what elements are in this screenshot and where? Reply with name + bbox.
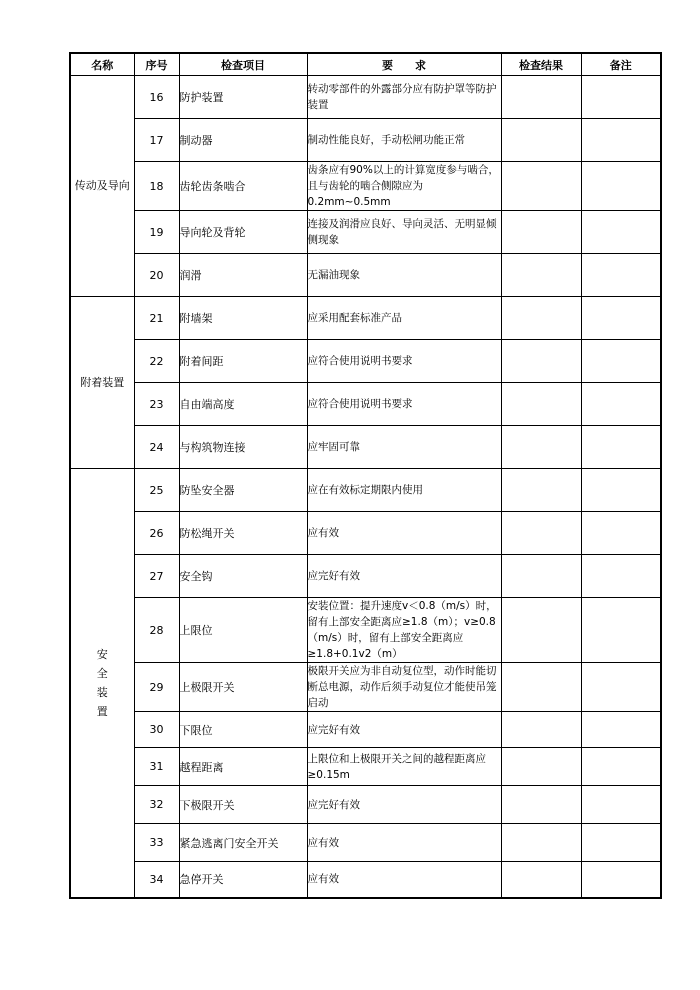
header-name: 名称 [70, 53, 134, 76]
table-row [70, 76, 661, 119]
requirement: 齿条应有90%以上的计算宽度参与啮合，且与齿轮的啮合侧隙应为0.2mm~0.5mm [307, 162, 501, 211]
remark-cell[interactable] [581, 162, 661, 211]
header-row [70, 53, 661, 76]
check-item: 防护装置 [179, 76, 307, 119]
remark-cell[interactable] [581, 598, 661, 663]
check-item: 急停开关 [179, 862, 307, 898]
row-number: 18 [134, 162, 179, 211]
requirement: 应完好有效 [307, 786, 501, 824]
table-row [70, 663, 661, 712]
row-number: 30 [134, 712, 179, 748]
table-row [70, 211, 661, 254]
requirement: 上限位和上极限开关之间的越程距离应≥0.15m [307, 748, 501, 786]
table-row [70, 254, 661, 297]
result-cell[interactable] [501, 383, 581, 426]
result-cell[interactable] [501, 598, 581, 663]
remark-cell[interactable] [581, 512, 661, 555]
result-cell[interactable] [501, 555, 581, 598]
row-number: 16 [134, 76, 179, 119]
result-cell[interactable] [501, 512, 581, 555]
result-cell[interactable] [501, 786, 581, 824]
requirement: 应牢固可靠 [307, 426, 501, 469]
requirement: 应符合使用说明书要求 [307, 340, 501, 383]
remark-cell[interactable] [581, 663, 661, 712]
header-remark: 备注 [581, 53, 661, 76]
requirement: 应完好有效 [307, 712, 501, 748]
row-number: 20 [134, 254, 179, 297]
row-number: 32 [134, 786, 179, 824]
check-item: 上极限开关 [179, 663, 307, 712]
table-row [70, 512, 661, 555]
result-cell[interactable] [501, 862, 581, 898]
result-cell[interactable] [501, 426, 581, 469]
requirement: 转动零部件的外露部分应有防护罩等防护装置 [307, 76, 501, 119]
check-item: 与构筑物连接 [179, 426, 307, 469]
result-cell[interactable] [501, 663, 581, 712]
requirement: 连接及润滑应良好、导向灵活、无明显倾侧现象 [307, 211, 501, 254]
check-item: 越程距离 [179, 748, 307, 786]
check-item: 自由端高度 [179, 383, 307, 426]
check-item: 附着间距 [179, 340, 307, 383]
row-number: 21 [134, 297, 179, 340]
remark-cell[interactable] [581, 76, 661, 119]
check-item: 上限位 [179, 598, 307, 663]
header-seq: 序号 [134, 53, 179, 76]
table-row [70, 786, 661, 824]
table-row [70, 748, 661, 786]
remark-cell[interactable] [581, 211, 661, 254]
row-number: 34 [134, 862, 179, 898]
requirement: 应有效 [307, 512, 501, 555]
table-row [70, 119, 661, 162]
table-row [70, 297, 661, 340]
table-row [70, 824, 661, 862]
result-cell[interactable] [501, 748, 581, 786]
requirement: 安装位置：提升速度v＜0.8（m/s）时，留有上部安全距离应≥1.8（m）；v≥0.8（m/s）时，留有上部安全距离应≥1.8+0.1v2（m） [307, 598, 501, 663]
requirement: 极限开关应为非自动复位型，动作时能切断总电源，动作后须手动复位才能使吊笼启动 [307, 663, 501, 712]
remark-cell[interactable] [581, 748, 661, 786]
header-item: 检查项目 [179, 53, 307, 76]
result-cell[interactable] [501, 712, 581, 748]
row-number: 17 [134, 119, 179, 162]
remark-cell[interactable] [581, 119, 661, 162]
row-number: 27 [134, 555, 179, 598]
row-number: 33 [134, 824, 179, 862]
table-row [70, 383, 661, 426]
table-row [70, 340, 661, 383]
requirement: 应有效 [307, 824, 501, 862]
result-cell[interactable] [501, 76, 581, 119]
check-item: 导向轮及背轮 [179, 211, 307, 254]
row-number: 19 [134, 211, 179, 254]
result-cell[interactable] [501, 824, 581, 862]
table-row [70, 862, 661, 898]
remark-cell[interactable] [581, 297, 661, 340]
remark-cell[interactable] [581, 426, 661, 469]
remark-cell[interactable] [581, 712, 661, 748]
header-requirement: 要 求 [307, 53, 501, 76]
remark-cell[interactable] [581, 555, 661, 598]
remark-cell[interactable] [581, 254, 661, 297]
result-cell[interactable] [501, 254, 581, 297]
result-cell[interactable] [501, 211, 581, 254]
requirement: 应有效 [307, 862, 501, 898]
requirement: 应完好有效 [307, 555, 501, 598]
category-transmission: 传动及导向 [70, 76, 134, 297]
remark-cell[interactable] [581, 383, 661, 426]
remark-cell[interactable] [581, 469, 661, 512]
check-item: 下极限开关 [179, 786, 307, 824]
requirement: 无漏油现象 [307, 254, 501, 297]
header-result: 检查结果 [501, 53, 581, 76]
row-number: 29 [134, 663, 179, 712]
check-item: 制动器 [179, 119, 307, 162]
row-number: 26 [134, 512, 179, 555]
requirement: 应采用配套标准产品 [307, 297, 501, 340]
check-item: 齿轮齿条啮合 [179, 162, 307, 211]
check-item: 下限位 [179, 712, 307, 748]
row-number: 28 [134, 598, 179, 663]
result-cell[interactable] [501, 340, 581, 383]
check-item: 防坠安全器 [179, 469, 307, 512]
remark-cell[interactable] [581, 786, 661, 824]
table-row [70, 469, 661, 512]
check-item: 紧急逃离门安全开关 [179, 824, 307, 862]
result-cell[interactable] [501, 119, 581, 162]
check-item: 安全钩 [179, 555, 307, 598]
table-row [70, 426, 661, 469]
row-number: 24 [134, 426, 179, 469]
category-safety-label: 安全装置 [96, 647, 108, 718]
row-number: 31 [134, 748, 179, 786]
requirement: 制动性能良好，手动松闸功能正常 [307, 119, 501, 162]
remark-cell[interactable] [581, 862, 661, 898]
requirement: 应在有效标定期限内使用 [307, 469, 501, 512]
table-row [70, 555, 661, 598]
result-cell[interactable] [501, 469, 581, 512]
requirement: 应符合使用说明书要求 [307, 383, 501, 426]
row-number: 23 [134, 383, 179, 426]
check-item: 附墙架 [179, 297, 307, 340]
row-number: 25 [134, 469, 179, 512]
result-cell[interactable] [501, 162, 581, 211]
table-row [70, 598, 661, 663]
table-row [70, 712, 661, 748]
category-attachment: 附着装置 [70, 297, 134, 469]
check-item: 防松绳开关 [179, 512, 307, 555]
category-safety [70, 469, 134, 898]
remark-cell[interactable] [581, 824, 661, 862]
row-number: 22 [134, 340, 179, 383]
inspection-table [69, 52, 662, 899]
result-cell[interactable] [501, 297, 581, 340]
table-row [70, 162, 661, 211]
check-item: 润滑 [179, 254, 307, 297]
remark-cell[interactable] [581, 340, 661, 383]
